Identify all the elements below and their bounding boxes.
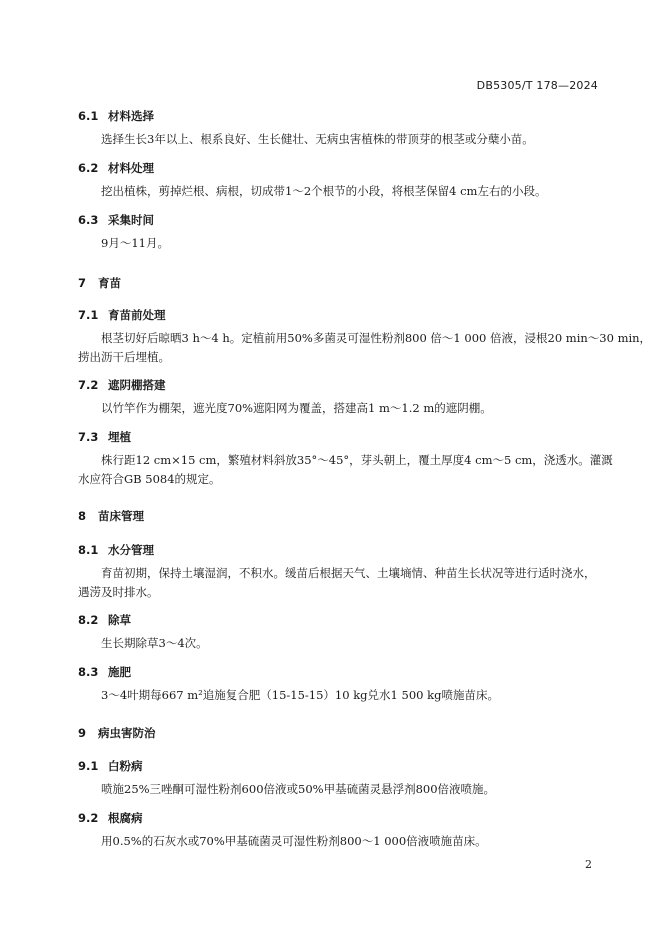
section-6-3-text: 9月～11月。	[101, 236, 169, 250]
section-6-1-heading	[78, 108, 154, 124]
section-title: 施肥	[108, 665, 131, 679]
section-9-2-heading	[78, 810, 143, 826]
section-title: 育苗前处理	[108, 308, 166, 322]
section-7-3-text-line1: 株行距12 cm×15 cm，繁殖材料斜放35°～45°，芽头朝上，覆土厚度4 cm～5 cm，浇透水。灌溉	[101, 453, 613, 467]
section-7-1-heading	[78, 307, 166, 323]
section-title: 埋植	[108, 430, 131, 444]
section-7-heading	[78, 275, 121, 291]
section-title: 病虫害防治	[98, 726, 156, 740]
section-number: 9	[78, 726, 87, 740]
section-number: 6.2	[78, 161, 99, 175]
section-6-1-text: 选择生长3年以上、根系良好、生长健壮、无病虫害植株的带顶芽的根茎或分蘖小苗。	[101, 132, 534, 146]
section-9-2-text: 用0.5%的石灰水或70%甲基硫菌灵可湿性粉剂800～1 000倍液喷施苗床。	[101, 834, 487, 848]
section-7-1-text-line1: 根茎切好后晾晒3 h～4 h。定植前用50%多菌灵可湿性粉剂800 倍～1 000 倍液，浸根20 min～30 min，	[101, 331, 652, 345]
section-6-3-heading	[78, 212, 154, 228]
section-9-1-text: 喷施25%三唑酮可湿性粉剂600倍液或50%甲基硫菌灵悬浮剂800倍液喷施。	[101, 782, 496, 796]
section-title: 育苗	[98, 276, 121, 290]
section-title: 除草	[108, 613, 131, 627]
section-6-2-text: 挖出植株，剪掉烂根、病根，切成带1～2个根节的小段，将根茎保留4 cm左右的小段。	[101, 184, 547, 198]
section-number: 8.1	[78, 543, 99, 557]
section-7-2-heading	[78, 377, 166, 393]
section-number: 8.3	[78, 665, 99, 679]
section-number: 9.2	[78, 811, 99, 825]
section-title: 材料处理	[108, 161, 154, 175]
section-8-heading	[78, 508, 144, 524]
section-number: 7.1	[78, 308, 99, 322]
section-8-2-heading	[78, 612, 131, 628]
section-9-1-heading	[78, 758, 143, 774]
section-title: 根腐病	[108, 811, 143, 825]
page-number: 2	[585, 858, 592, 871]
section-8-1-text-line2: 遇涝及时排水。	[78, 585, 159, 599]
section-8-1-text-line1: 育苗初期，保持土壤湿润，不积水。缓苗后根据天气、土壤墒情、种苗生长状况等进行适时浇水，	[101, 566, 596, 580]
section-title: 材料选择	[108, 109, 154, 123]
section-number: 6.1	[78, 109, 99, 123]
section-title: 水分管理	[108, 543, 154, 557]
section-number: 8	[78, 509, 87, 523]
section-7-2-text: 以竹竿作为棚架，遮光度70%遮阳网为覆盖，搭建高1 m～1.2 m的遮阴棚。	[101, 401, 492, 415]
section-number: 7.2	[78, 378, 99, 392]
section-title: 遮阴棚搭建	[108, 378, 166, 392]
section-6-2-heading	[78, 160, 154, 176]
section-9-heading	[78, 725, 156, 741]
section-number: 6.3	[78, 213, 99, 227]
section-8-3-text: 3～4叶期每667 m²追施复合肥（15-15-15）10 kg兑水1 500 kg喷施苗床。	[101, 688, 499, 702]
section-8-3-heading	[78, 664, 131, 680]
section-number: 7.3	[78, 430, 99, 444]
section-number: 8.2	[78, 613, 99, 627]
section-8-2-text: 生长期除草3～4次。	[101, 636, 208, 650]
section-7-3-heading	[78, 429, 131, 445]
section-7-3-text-line2: 水应符合GB 5084的规定。	[78, 472, 221, 486]
section-7-1-text-line2: 捞出沥干后埋植。	[78, 350, 170, 364]
standard-code: DB5305/T 178—2024	[476, 79, 598, 92]
section-title: 采集时间	[108, 213, 154, 227]
section-title: 苗床管理	[98, 509, 144, 523]
section-number: 7	[78, 276, 87, 290]
section-number: 9.1	[78, 759, 99, 773]
section-8-1-heading	[78, 542, 154, 558]
section-title: 白粉病	[108, 759, 143, 773]
